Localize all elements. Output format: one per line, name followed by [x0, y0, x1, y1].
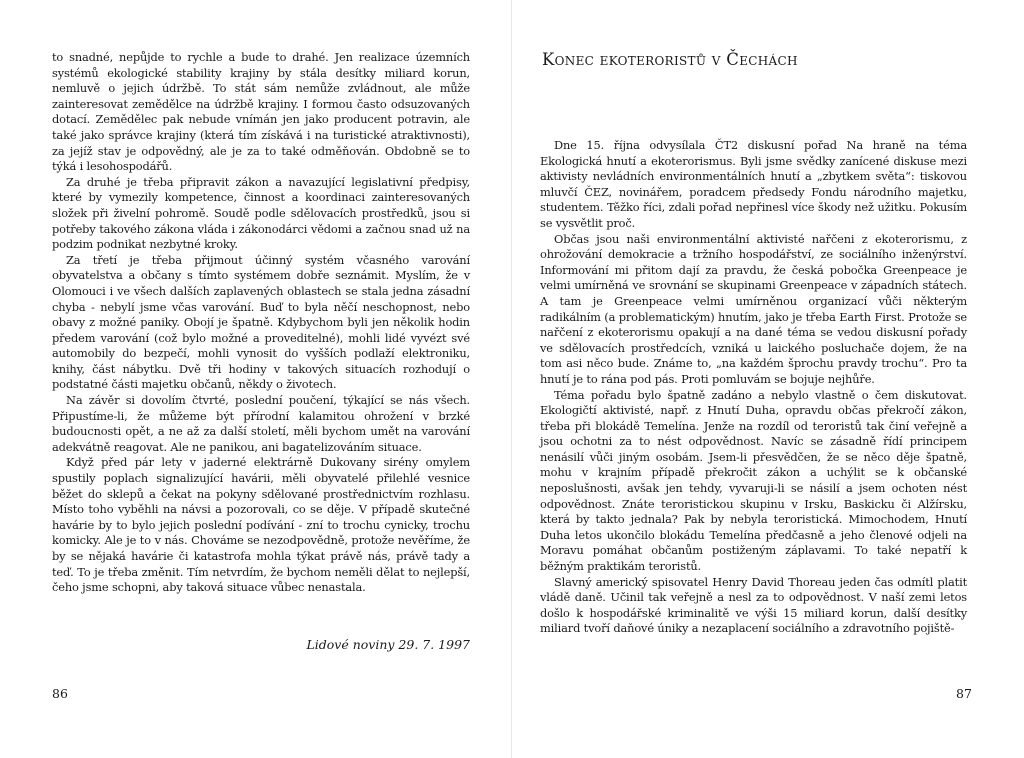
paragraph: Když před pár lety v jaderné elektrárně Dukovany sirény omylem spustily poplach signalizující havárii, měli obyvatelé přilehlé vesnice běžet do sklepů a čekat na pokyny sdělované prostřednictvím rozhlasu. Místo toho vyběhli na návsi a pozorovali, co se děje. V případě skutečné havárie by to bylo jejich poslední podívání - zní to trochu cynicky, trochu komicky. Ale je to v nás. Chováme se nezodpovědně, protože nevěříme, že by se nějaká havárie či katastrofa mohla týkat právě nás, právě tady a teď. To je třeba změnit. Tím netvrdím, že bychom neměli dělat to nejlepší, čeho jsme schopni, aby taková situace vůbec nenastala. — [52, 455, 470, 595]
paragraph: Za třetí je třeba přijmout účinný systém včasného varování obyvatelstva a občany s tímto systémem dobře seznámit. Myslím, že v Olomouci i ve všech dalších zaplavených oblastech se stala jedna zásadní chyba - nebylí jsme včas varování. Buď to byla něčí neschopnost, nebo obavy z možné paniky. Obojí je špatně. Kdybychom byli jen několik hodin předem varování (což bylo možné a proveditelné), mohli lidé vyvézt své automobily do bezpečí, mohli vynosit do vyšších podlaží elektroniku, knihy, část nábytku. Dvě tři hodiny v takových situacích rozhodují o podstatné části majetku občanů, někdy o životech. — [52, 252, 470, 392]
page-number-left: 86 — [52, 686, 68, 701]
chapter-title: Konec ekoteroristů v Čechách — [542, 50, 798, 69]
right-page-body — [540, 138, 967, 637]
paragraph: Téma pořadu bylo špatně zadáno a nebylo vlastně o čem diskutovat. Ekologičtí aktivisté, např. z Hnutí Duha, opravdu občas překročí zákon, třeba při blokádě Temelína. Jenže na rozdíl od teroristů tak činí veřejně a jsou ochotni za to nést odpovědnost. Navíc se zásadně řídí principem nenásilí vůči jiným osobám. Jsem-li přesvědčen, že se něco děje špatně, mohu v krajním případě překročit zákon a uchýlit se k občanské neposlušnosti, avšak jen tehdy, vyvaruji-li se násilí a jsem ochoten nést odpovědnost. Znáte teroristickou skupinu v Irsku, Baskicku či Alžírsku, která by takto jednala? Pak by nebyla teroristická. Mimochodem, Hnutí Duha letos ukončilo blokádu Temelína předčasně a jeho členové odjeli na Moravu pomáhat občanům postiženým záplavami. To také nepatří k běžným praktikám teroristů. — [540, 387, 967, 574]
paragraph: Za druhé je třeba připravit zákon a navazující legislativní předpisy, které by vymezily kompetence, činnost a koordinaci zainteresovaných složek při živelní pohromě. Soudě podle sdělovacích prostředků, jsou si potřeby takového zákona vláda i zákonodárci vědomi a začnou snad už na podzim podnikat nezbytné kroky. — [52, 174, 470, 252]
right-page — [512, 0, 1024, 758]
article-source: Lidové noviny 29. 7. 1997 — [306, 637, 470, 652]
left-page — [0, 0, 511, 758]
page-number-right: 87 — [956, 686, 972, 701]
paragraph: Na závěr si dovolím čtvrté, poslední poučení, týkající se nás všech. Připustíme-li, že můžeme být přírodní kalamitou ohrožení v brzké budoucnosti opět, a ne až za další století, měli bychom umět na varování adekvátně reagovat. Ale ne panikou, ani bagatelizováním situace. — [52, 393, 470, 454]
paragraph: Slavný americký spisovatel Henry David Thoreau jeden čas odmítl platit vládě daně. Učinil tak veřejně a nesl za to odpovědnost. V naší zemi letos došlo k hospodářské kriminalitě ve výši 15 miliard korun, další desítky miliard tvoří daňové úniky a nezaplacení sociálního a zdravotního pojiště- — [540, 574, 967, 636]
paragraph: Dne 15. října odvysílala ČT2 diskusní pořad Na hraně na téma Ekologická hnutí a ekoterorismus. Byli jsme svědky zanícené diskuse mezi aktivisty nevládních environmentálních hnutí a „zbytkem světa“: tiskovou mluvčí ČEZ, novinářem, poradcem předsedy Fondu národního majetku, studentem. Těžko říci, zdali pořad nepřinesl více škody než užitku. Pokusím se vysvětlit proč. — [540, 138, 967, 230]
left-page-body — [52, 50, 470, 596]
paragraph: to snadné, nepůjde to rychle a bude to drahé. Jen realizace územních systémů ekologické stability krajiny by stála desítky miliard korun, nemluvě o jejich údržbě. To stát sám nemůže zvládnout, ale může zainteresovat zemědělce na údržbě krajiny. I formou často odsuzovaných dotací. Zemědělec pak nebude vnímán jen jako producent potravin, ale také jako správce krajiny (která tím získává i na turistické atraktivnosti), za jejíž stav je odpovědný, ale je za to také odměňován. Obdobně se to týká i lesohospodářů. — [52, 50, 470, 174]
paragraph: Občas jsou naši environmentální aktivisté nařčeni z ekoterorismu, z ohrožování demokracie a tržního hospodářství, ze sociálního inženýrství. Informování mi přitom dají za pravdu, že česká pobočka Greenpeace je velmi umírněná ve srovnání se skupinami Greenpeace v západních státech. A tam je Greenpeace velmi umírněnou organizací vůči některým radikálním (a problematickým) hnutím, jako je třeba Earth First. Protože se nařčení z ekoterorismu opakují a na dané téma se vedou diskusní pořady ve sdělovacích prostředcích, vzniká u laického posluchače dojem, že na tom asi něco bude. Známe to, „na každém šprochu pravdy trochu“. Pro ta hnutí je to rána pod pás. Proti pomluvám se bojuje nejhůře. — [540, 231, 967, 386]
